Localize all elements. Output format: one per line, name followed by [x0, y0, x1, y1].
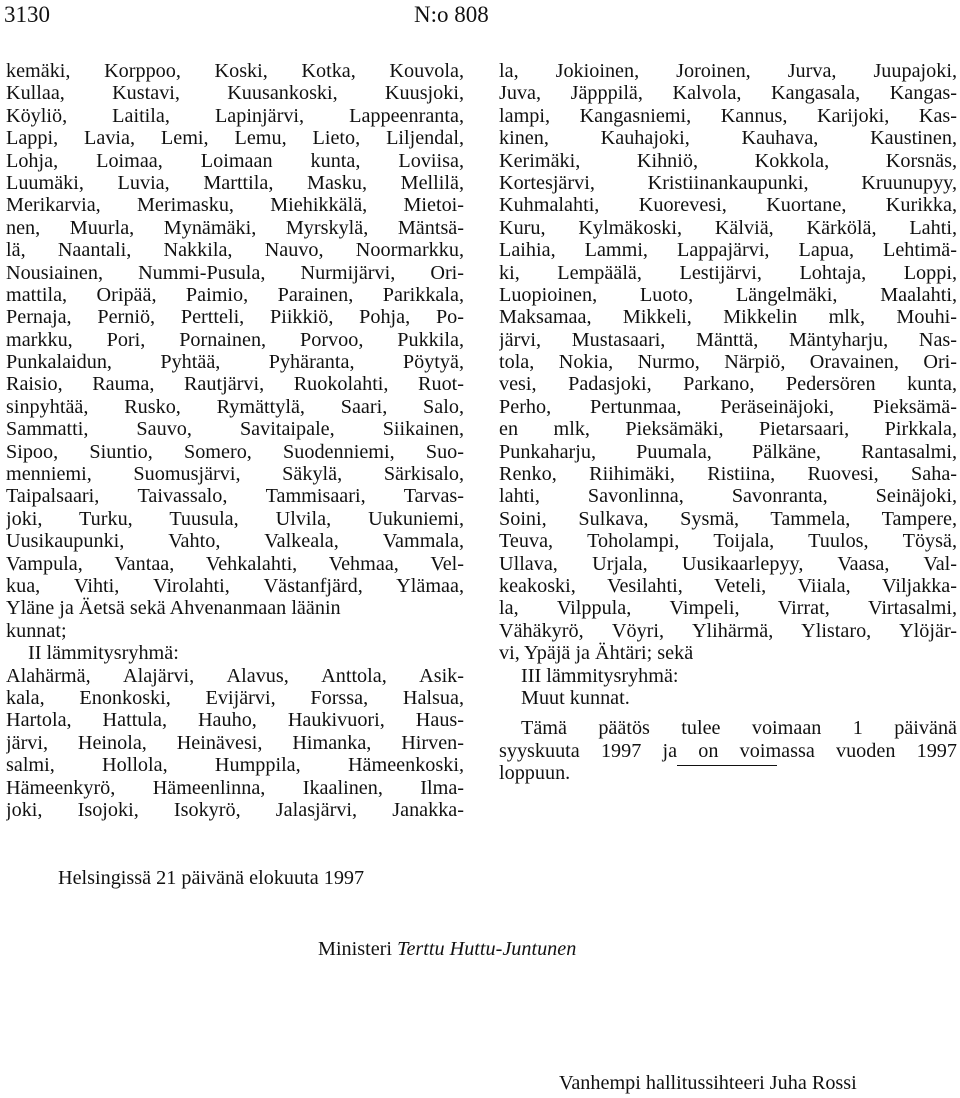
text-line: Köyliö, Laitila, Lapinjärvi, Lappeenranta, [6, 104, 464, 127]
text-line: Luumäki, Luvia, Marttila, Masku, Mellilä, [6, 171, 464, 194]
minister-signature [318, 937, 576, 961]
closing-text-line: Tämä päätös tulee voimaan 1 päivänä [521, 717, 957, 740]
text-line: la, Jokioinen, Joroinen, Jurva, Juupajoki, [499, 60, 957, 82]
text-line: Hämeenkyrö, Hämeenlinna, Ikaalinen, Ilma- [6, 776, 464, 799]
text-line: ki, Lempäälä, Lestijärvi, Lohtaja, Loppi, [499, 261, 957, 284]
text-line: Kuhmalahti, Kuorevesi, Kuortane, Kurikka, [499, 194, 957, 217]
text-line: Maksamaa, Mikkeli, Mikkelin mlk, Mouhi- [499, 306, 957, 329]
text-line: kala, Enonkoski, Evijärvi, Forssa, Halsua, [6, 686, 464, 709]
text-line: lahti, Savonlinna, Savonranta, Seinäjoki, [499, 485, 957, 508]
text-line: Sipoo, Siuntio, Somero, Suodenniemi, Suo- [6, 440, 464, 463]
text-line: Punkaharju, Puumala, Pälkäne, Rantasalmi, [499, 440, 957, 463]
text-line: Vampula, Vantaa, Vehkalahti, Vehmaa, Vel- [6, 552, 464, 575]
text-line: järvi, Heinola, Heinävesi, Himanka, Hirven- [6, 731, 464, 754]
text-line: Lohja, Loimaa, Loimaan kunta, Loviisa, [6, 149, 464, 172]
text-line: vesi, Padasjoki, Parkano, Pedersören kunta, [499, 373, 957, 396]
secretary-signature: Vanhempi hallitussihteeri Juha Rossi [559, 1072, 857, 1094]
place-and-date: Helsingissä 21 päivänä elokuuta 1997 [58, 867, 365, 889]
text-line: Kuru, Kylmäkoski, Kälviä, Kärkölä, Lahti, [499, 216, 957, 239]
text-line: Uusikaupunki, Vahto, Valkeala, Vammala, [6, 530, 464, 553]
text-line: Taipalsaari, Taivassalo, Tammisaari, Tarvas- [6, 485, 464, 508]
text-line: Ullava, Urjala, Uusikaarlepyy, Vaasa, Val- [499, 552, 957, 575]
page-number: 3130 [4, 2, 50, 27]
text-line: sinpyhtää, Rusko, Rymättylä, Saari, Salo, [6, 395, 464, 418]
text-line: Merikarvia, Merimasku, Miehikkälä, Mietoi- [6, 194, 464, 217]
text-line: lä, Naantali, Nakkila, Nauvo, Noormarkku, [6, 239, 464, 262]
text-line: tola, Nokia, Nurmo, Närpiö, Oravainen, Ori- [499, 351, 957, 374]
text-line: Nousiainen, Nummi-Pusula, Nurmijärvi, Ori- [6, 261, 464, 284]
minister-name: Terttu Huttu-Juntunen [397, 938, 577, 960]
text-line: Raisio, Rauma, Rautjärvi, Ruokolahti, Ruot- [6, 373, 464, 396]
text-line: nen, Muurla, Mynämäki, Myrskylä, Mäntsä- [6, 216, 464, 239]
text-line: Juva, Jäpppilä, Kalvola, Kangasala, Kangas- [499, 82, 957, 105]
text-line: Punkalaidun, Pyhtää, Pyhäranta, Pöytyä, [6, 351, 464, 374]
text-line: Perho, Pertunmaa, Peräseinäjoki, Pieksämä- [499, 395, 957, 418]
text-line: en mlk, Pieksämäki, Pietarsaari, Pirkkala, [499, 418, 957, 441]
text-line: kua, Vihti, Virolahti, Västanfjärd, Ylämaa, [6, 574, 464, 597]
text-line: Kortesjärvi, Kristiinankaupunki, Kruunupyy, [499, 171, 957, 194]
text-line: Lappi, Lavia, Lemi, Lemu, Lieto, Liljendal, [6, 127, 464, 150]
text-line: mattila, Oripää, Paimio, Parainen, Parikkala, [6, 283, 464, 306]
text-line: järvi, Mustasaari, Mänttä, Mäntyharju, Nas- [499, 328, 957, 351]
text-line: Luopioinen, Luoto, Längelmäki, Maalahti, [499, 283, 957, 306]
text-line: Muut kunnat. [521, 686, 630, 709]
text-line: Pernaja, Perniö, Pertteli, Piikkiö, Pohja, Po- [6, 306, 464, 329]
text-line: salmi, Hollola, Humppila, Hämeenkoski, [6, 754, 464, 777]
text-line: Hartola, Hattula, Hauho, Haukivuori, Haus- [6, 709, 464, 732]
text-line: Vähäkyrö, Vöyri, Ylihärmä, Ylistaro, Ylöjär- [499, 619, 957, 642]
text-line: kunnat; [6, 619, 67, 642]
text-line: vi, Ypäjä ja Ähtäri; sekä [499, 642, 694, 665]
text-line: II lämmitysryhmä: [28, 642, 179, 665]
text-line: kemäki, Korppoo, Koski, Kotka, Kouvola, [6, 60, 464, 82]
text-line: Alahärmä, Alajärvi, Alavus, Anttola, Asik- [6, 664, 464, 687]
separator-rule [677, 765, 777, 766]
text-line: kinen, Kauhajoki, Kauhava, Kaustinen, [499, 127, 957, 150]
left-text-column [6, 60, 464, 821]
text-line: la, Vilppula, Vimpeli, Virrat, Virtasalmi, [499, 597, 957, 620]
text-line: menniemi, Suomusjärvi, Säkylä, Särkisalo, [6, 463, 464, 486]
text-line: Kerimäki, Kihniö, Kokkola, Korsnäs, [499, 149, 957, 172]
section-gap [499, 709, 957, 717]
text-line: Sammatti, Sauvo, Savitaipale, Siikainen, [6, 418, 464, 441]
issue-number: N:o 808 [414, 2, 489, 27]
text-line: III lämmitysryhmä: [521, 664, 679, 687]
closing-text-line: loppuun. [499, 762, 571, 785]
text-line: Teuva, Toholampi, Toijala, Tuulos, Töysä, [499, 530, 957, 553]
text-line: Renko, Riihimäki, Ristiina, Ruovesi, Saha- [499, 463, 957, 486]
right-column-lines [499, 60, 957, 709]
text-line: Laihia, Lammi, Lappajärvi, Lapua, Lehtimä- [499, 239, 957, 262]
minister-title: Ministeri [318, 938, 393, 960]
text-line: Yläne ja Äetsä sekä Ahvenanmaan läänin [6, 597, 341, 620]
text-line: joki, Turku, Tuusula, Ulvila, Uukuniemi, [6, 507, 464, 530]
text-line: Kullaa, Kustavi, Kuusankoski, Kuusjoki, [6, 82, 464, 105]
text-line: joki, Isojoki, Isokyrö, Jalasjärvi, Janakka- [6, 798, 464, 821]
text-line: markku, Pori, Pornainen, Porvoo, Pukkila, [6, 328, 464, 351]
text-line: Soini, Sulkava, Sysmä, Tammela, Tampere, [499, 507, 957, 530]
closing-text-line: syyskuuta 1997 ja on voimassa vuoden 1997 [499, 739, 957, 762]
text-line: lampi, Kangasniemi, Kannus, Karijoki, Kas- [499, 104, 957, 127]
text-line: keakoski, Vesilahti, Veteli, Viiala, Viljakka- [499, 574, 957, 597]
right-text-column [499, 60, 957, 785]
